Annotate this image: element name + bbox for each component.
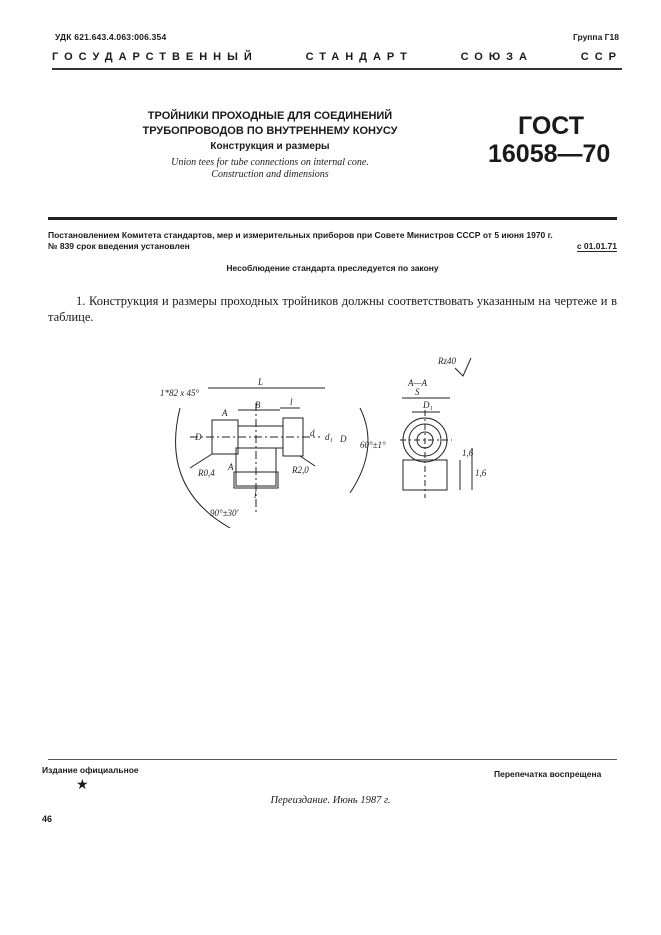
radius-large: R2,0 [292,465,309,475]
dim-D1: D₁ [423,400,433,410]
roughness-symbol [455,358,471,376]
title-en-line1: Union tees for tube connections on internal cone. [171,157,369,168]
radius-small: R0,4 [198,468,215,478]
title-en-line2: Construction and dimensions [211,169,329,180]
thread-angle: 60°±1° [360,440,386,450]
dim-B: B [255,400,261,410]
title-english [130,157,410,181]
title-russian [130,109,410,139]
roughness-label: Rz40 [438,356,456,366]
subtitle-russian: Конструкция и размеры [210,141,330,152]
dim-L: L [258,377,264,387]
section-label: А—А [408,378,427,388]
dim-d1: d₁ [325,432,333,442]
finish-label: 1,6 [462,448,474,458]
decree-line1: Постановлением Комитета стандартов, мер и измерительных приборов при Совете Министров СССР от 5 июня 1970 г. [48,230,553,240]
banner-word-4: ССР [580,51,622,63]
dim-d: d [310,428,315,438]
reprint-prohibited: Перепечатка воспрещена [494,769,602,779]
legal-warning: Несоблюдение стандарта преследуется по закону [226,263,439,273]
title-rule [48,217,617,220]
gost-designation [488,112,610,168]
effective-date: с 01.01.71 [576,241,617,251]
dim-S: S [415,387,420,397]
header-rule [52,68,622,70]
star-icon: ★ [76,776,89,792]
dim-D-right: D [340,434,347,444]
title-ru-line2: ТРУБОПРОВОДОВ ПО ВНУТРЕННЕМУ КОНУСУ [142,125,398,137]
republication-note: Переиздание. Июнь 1987 г. [270,795,391,806]
group-code: Группа Г18 [573,32,619,42]
decree-line2: № 839 срок введения установлен [48,241,190,251]
title-ru-line1: ТРОЙНИКИ ПРОХОДНЫЕ ДЛЯ СОЕДИНЕНИЙ [147,110,393,122]
section-mark-A-bottom: A [228,462,234,472]
right-arc [350,408,368,493]
banner-word-3: СОЮЗА [460,51,533,63]
technical-drawing [150,348,495,528]
decree-row2 [48,241,617,252]
official-edition: Издание официальное [42,765,139,775]
angle-bottom: 90°±30' [210,508,239,518]
banner-word-2: СТАНДАРТ [305,51,413,63]
dim-l: l [290,397,293,407]
footer-rule [48,759,617,760]
paragraph-1: 1. Конструкция и размеры проходных тройников должны соответствовать указанным на чертеже и в таблице. [48,294,617,324]
page-number: 46 [42,814,53,824]
state-standard-banner [52,51,622,63]
gost-label: ГОСТ [518,112,584,140]
section-mark-A-top: A [222,408,228,418]
banner-word-1: ГОСУДАРСТВЕННЫЙ [52,51,258,63]
dim-D-left: D [195,432,202,442]
dim-l-bottom: l [254,490,257,500]
gost-number: 16058—70 [488,140,611,168]
length-label: 1,6 [475,468,487,478]
udc-code: УДК 621.643.4.063:006.354 [55,32,167,42]
chamfer-label: 1*82 x 45° [160,388,200,398]
